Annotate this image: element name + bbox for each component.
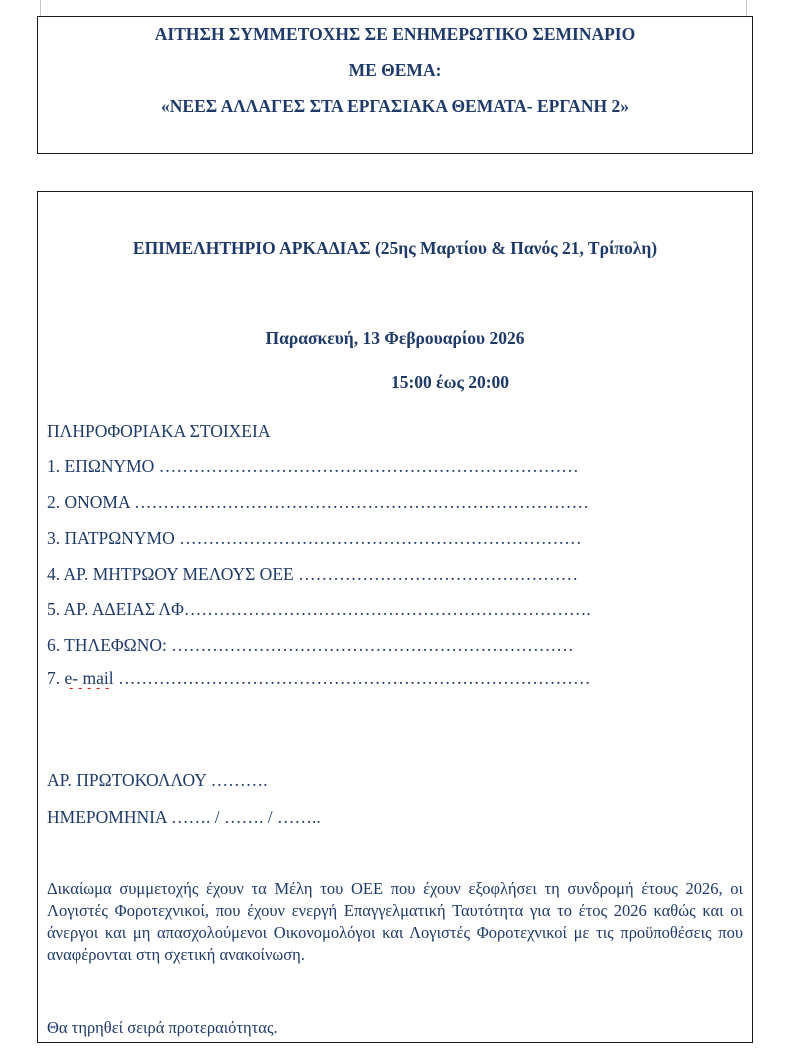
event-date: Παρασκευή, 13 Φεβρουαρίου 2026 xyxy=(265,328,525,348)
field-member-id-label: 4. ΑΡ. ΜΗΤΡΩΟΥ ΜΕΛΟΥΣ ΟΕΕ xyxy=(47,564,299,584)
field-license-number[interactable] xyxy=(47,599,713,620)
field-phone[interactable] xyxy=(47,635,707,656)
field-name-dots: …………………………………………………………………… xyxy=(134,492,590,512)
title-line-1: ΑΙΤΗΣΗ ΣΥΜΜΕΤΟΧΗΣ ΣΕ ΕΝΗΜΕΡΩΤΙΚΟ ΣΕΜΙΝΑΡΙΟ xyxy=(154,24,636,44)
field-member-id[interactable] xyxy=(47,564,713,585)
eligibility-note: Δικαίωμα συμμετοχής έχουν τα Μέλη του ΟΕΕ που έχουν εξοφλήσει τη συνδρομή έτους 2026, οι Λογιστές Φοροτεχνικοί, που έχουν ενεργή Επαγγελματική Ταυτότητα για το έτος 2026 καθώς και οι άνεργοι και μη απασχολούμενοι Οικονομολόγοι και Λογιστές Φοροτεχνικοί με τις προϋποθέσεις που αναφέρονται στη σχετική ανακοίνωση. xyxy=(47,879,743,964)
field-fathers-name-label: 3. ΠΑΤΡΩΝΥΜΟ xyxy=(47,528,180,548)
title-line-3: «ΝΕΕΣ ΑΛΛΑΓΕΣ ΣΤΑ ΕΡΓΑΣΙΑΚΑ ΘΕΜΑΤΑ- ΕΡΓΑΝΗ 2» xyxy=(161,96,629,116)
title-box xyxy=(37,16,753,154)
field-email[interactable] xyxy=(47,668,707,689)
field-fathers-name-dots: …………………………………………………………… xyxy=(179,528,582,548)
field-license-number-label: 5. ΑΡ. ΑΔΕΙΑΣ ΛΦ xyxy=(47,599,184,619)
info-heading: ΠΛΗΡΟΦΟΡΙΑΚΑ ΣΤΟΙΧΕΙΑ xyxy=(47,421,271,441)
field-email-dots: ……………………………………………………………………… xyxy=(113,668,591,688)
field-email-mail: mail xyxy=(82,668,114,688)
field-surname-dots: ……………………………………………………………… xyxy=(158,456,579,476)
margin-mark-left xyxy=(40,0,41,16)
field-surname-label: 1. ΕΠΩΝΥΜΟ xyxy=(47,456,159,476)
field-email-prefix: 7. xyxy=(47,668,65,688)
protocol-number[interactable]: ΑΡ. ΠΡΩΤΟΚΟΛΛΟΥ ………. xyxy=(47,770,268,790)
field-license-number-dots: ……………………………………………………………. xyxy=(183,599,591,619)
field-email-e: e- xyxy=(64,668,83,688)
field-name-label: 2. ΟΝΟΜΑ xyxy=(47,492,135,512)
margin-mark-right xyxy=(746,0,747,16)
priority-note: Θα τηρηθεί σειρά προτεραιότητας. xyxy=(47,1018,278,1037)
field-surname[interactable] xyxy=(47,456,707,477)
title-line-2: ΜΕ ΘΕΜΑ: xyxy=(348,60,442,80)
field-name[interactable] xyxy=(47,492,707,513)
form-box xyxy=(37,191,753,1043)
event-time: 15:00 έως 20:00 xyxy=(390,372,510,392)
field-phone-dots: …………………………………………………………… xyxy=(171,635,574,655)
field-member-id-dots: ………………………………………… xyxy=(298,564,579,584)
event-venue: ΕΠΙΜΕΛΗΤΗΡΙΟ ΑΡΚΑΔΙΑΣ (25ης Μαρτίου & Πανός 21, Τρίπολη) xyxy=(132,238,658,258)
field-fathers-name[interactable] xyxy=(47,528,713,549)
submission-date[interactable]: ΗΜΕΡΟΜΗΝΙΑ ……. / ……. / …….. xyxy=(47,807,321,827)
field-phone-label: 6. ΤΗΛΕΦΩΝΟ: xyxy=(47,635,172,655)
